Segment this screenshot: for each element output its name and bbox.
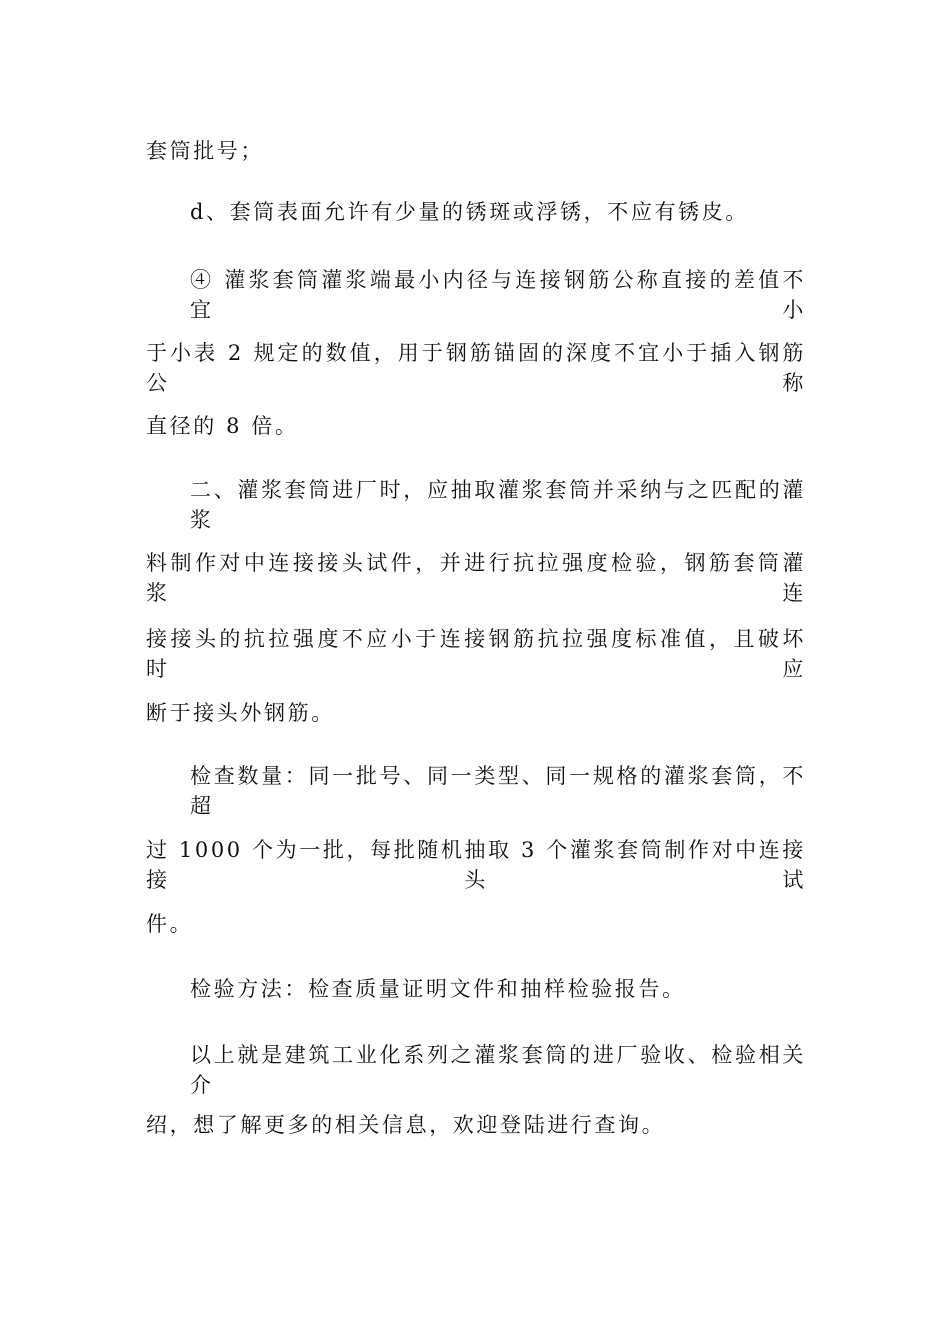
text-line: 检验方法：检查质量证明文件和抽样检验报告。 [190, 977, 686, 1001]
text-line: 套筒批号； [146, 139, 264, 163]
text-line: 直径的 8 倍。 [146, 414, 299, 438]
text-line: ④ 灌浆套筒灌浆端最小内径与连接钢筋公称直接的差值不宜小 [190, 268, 806, 322]
text-line: 料制作对中连接接头试件，并进行抗拉强度检验，钢筋套筒灌浆连 [146, 551, 806, 605]
text-line: 以上就是建筑工业化系列之灌浆套筒的进厂验收、检验相关介 [190, 1043, 806, 1097]
text-line: 接接头的抗拉强度不应小于连接钢筋抗拉强度标准值，且破坏时应 [146, 627, 806, 681]
text-line: 绍，想了解更多的相关信息，欢迎登陆进行查询。 [146, 1113, 666, 1137]
text-line: 过 1000 个为一批，每批随机抽取 3 个灌浆套筒制作对中连接接头试 [146, 838, 806, 892]
text-line: d、套筒表面允许有少量的锈斑或浮锈，不应有锈皮。 [190, 200, 749, 224]
text-line: 断于接头外钢筋。 [146, 701, 335, 725]
text-line: 于小表 2 规定的数值，用于钢筋锚固的深度不宜小于插入钢筋公称 [146, 341, 806, 395]
text-line: 检查数量：同一批号、同一类型、同一规格的灌浆套筒，不超 [190, 764, 806, 818]
text-line: 二、灌浆套筒进厂时，应抽取灌浆套筒并采纳与之匹配的灌浆 [190, 478, 806, 532]
text-line: 件。 [146, 912, 194, 936]
